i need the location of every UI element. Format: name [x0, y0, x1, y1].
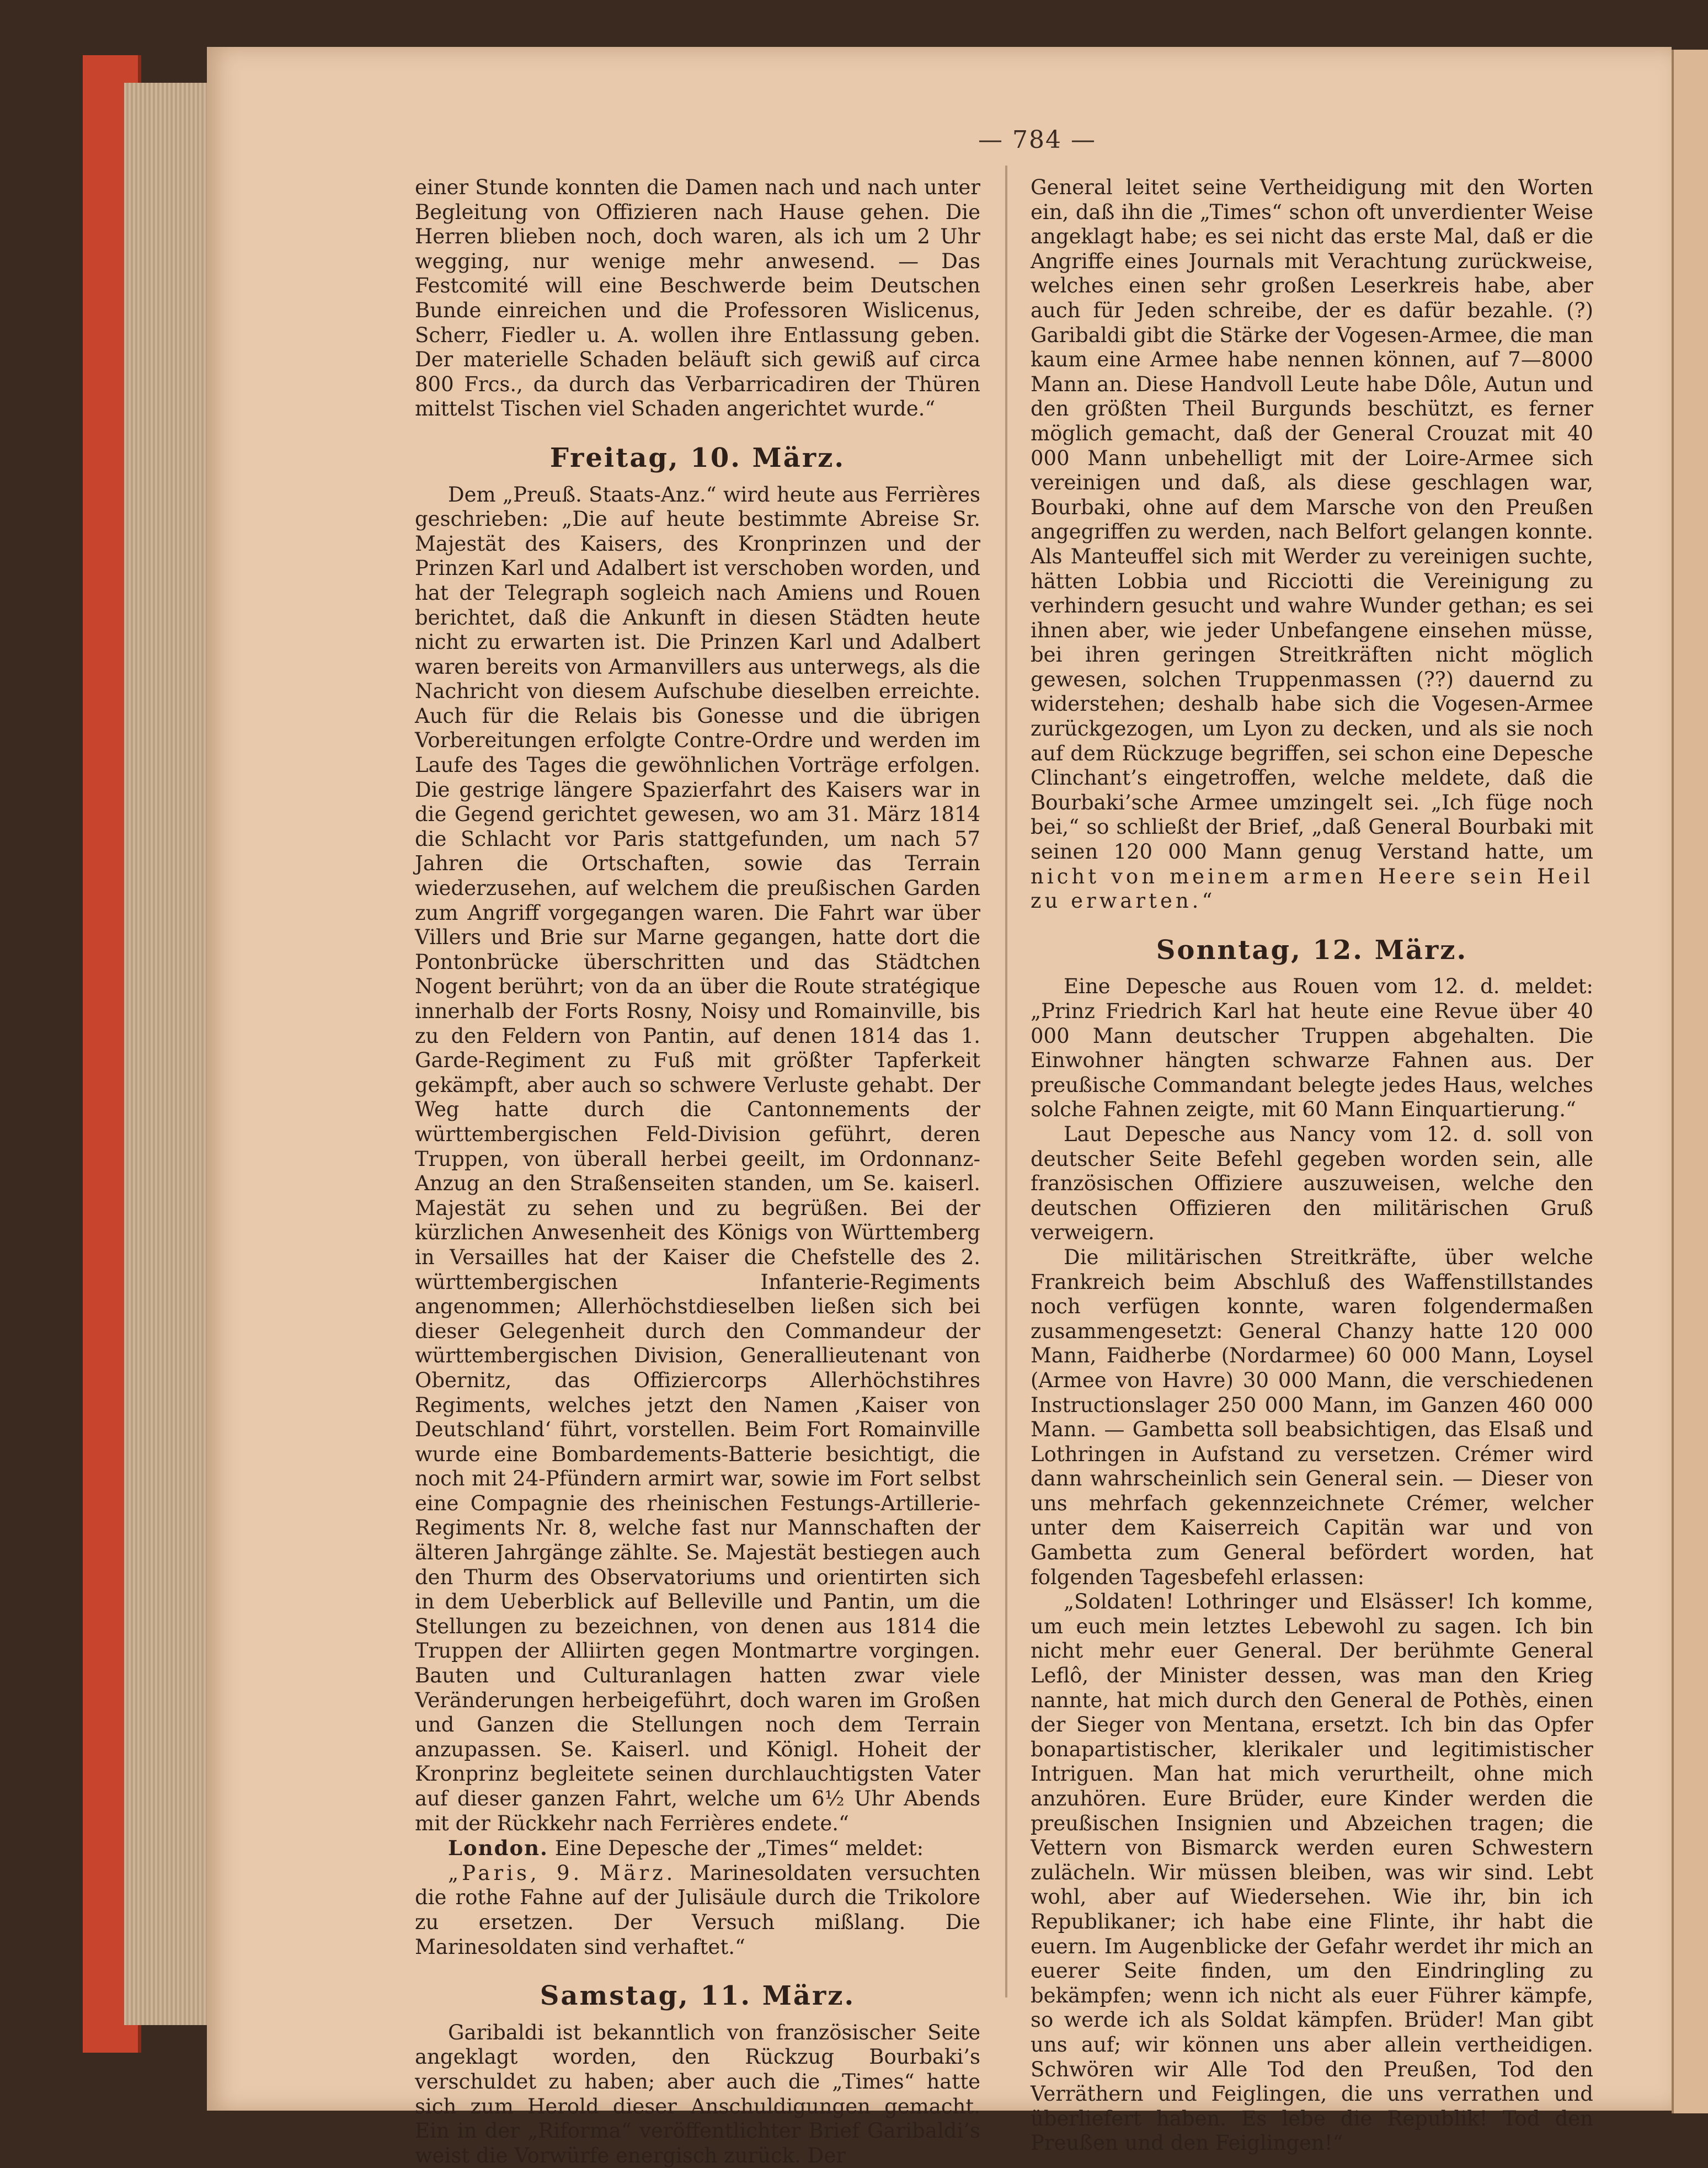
- paragraph: [1031, 175, 1593, 914]
- column-divider: [1005, 166, 1007, 1997]
- section-heading: Sonntag, 12. März.: [1156, 934, 1468, 966]
- paragraph: einer Stunde konnten die Damen nach und nach unter Begleitung von Offizieren nach Hause gehen. Die Herren blieben noch, doch waren, als ich um 2 Uhr wegging, nur wenige mehr anwesend. — Das Festcomité will eine Beschwerde beim Deutschen Bunde einreichen und die Professoren Wislicenus, Scherr, Fiedler u. A. wollen ihre Entlassung geben. Der materielle Schaden beläuft sich gewiß auf circa 800 Frcs., da durch das Verbarricadiren der Thüren mittelst Tischen viel Schaden angerichtet wurde.“: [415, 175, 980, 421]
- paragraph: Eine Depesche aus Rouen vom 12. d. meldet: „Prinz Friedrich Karl hat heute eine Revue über 40 000 Mann deutscher Truppen abgehalten. Die Einwohner hängten schwarze Fahnen aus. Der preußische Commandant belegte jedes Haus, welches solche Fahnen zeigte, mit 60 Mann Einquartierung.“: [1031, 974, 1593, 1122]
- dateline: London.: [448, 1836, 548, 1861]
- paragraph: Garibaldi ist bekanntlich von französischer Seite angeklagt worden, den Rückzug Bourbaki’s verschuldet zu haben; aber auch die „Times“ hatte sich zum Herold dieser Anschuldigungen gemacht. Ein in der „Riforma“ veröffentlichter Brief Garibaldi’s weist die Vorwürfe energisch zurück. Der: [415, 2020, 980, 2167]
- section-heading: Freitag, 10. März.: [549, 442, 846, 473]
- paragraph: Laut Depesche aus Nancy vom 12. d. soll von deutscher Seite Befehl gegeben worden sein, alle französischen Offiziere auszuweisen, welche den deutschen Offizieren den militärischen Gruß verweigern.: [1031, 1122, 1593, 1245]
- right-column: [1031, 175, 1593, 2156]
- closing-quote: “: [1202, 889, 1213, 913]
- paragraph-paris: [415, 1861, 980, 1959]
- left-column: [415, 175, 980, 2168]
- spaced-emphasis: nicht von meinem armen Heere sein Heil zu erwarten.: [1031, 864, 1593, 913]
- paragraph-text: Marinesoldaten versuchten die rothe Fahne auf der Julisäule durch die Trikolore zu ersetzen. Der Versuch mißlang. Die Marinesoldaten sind verhaftet.“: [415, 1861, 980, 1959]
- paragraph: Dem „Preuß. Staats-Anz.“ wird heute aus Ferrières geschrieben: „Die auf heute bestimmte Abreise Sr. Majestät des Kaisers, des Kronprinzen und der Prinzen Karl und Adalbert ist verschoben worden, und hat der Telegraph sogleich nach Amiens und Rouen berichtet, daß die Ankunft in diesen Städten heute nicht zu erwarten ist. Die Prinzen Karl und Adalbert waren bereits von Armanvillers aus unterwegs, als die Nachricht von diesem Aufschube dieselben erreichte. Auch für die Relais bis Gonesse und die übrigen Vorbereitungen erfolgte Contre-Ordre und werden im Laufe des Tages die gewöhnlichen Vorträge erfolgen. Die gestrige längere Spazierfahrt des Kaisers war in die Gegend gerichtet gewesen, wo am 31. März 1814 die Schlacht vor Paris stattgefunden, um nach 57 Jahren die Ortschaften, sowie das Terrain wiederzusehen, auf welchem die preußischen Garden zum Angriff vorgegangen waren. Die Fahrt war über Villers und Brie sur Marne gegangen, hatte dort die Pontonbrücke überschritten und das Städtchen Nogent berührt; von da an über die Route stratégique innerhalb der Forts Rosny, Noisy und Romainville, bis zu den Feldern von Pantin, auf denen 1814 das 1. Garde-Regiment zu Fuß mit größter Tapferkeit gekämpft, aber auch so schwere Verluste gehabt. Der Weg hatte durch die Cantonnements der württembergischen Feld-Division geführt, deren Truppen, von überall herbei geeilt, im Ordonnanz-Anzug an den Straßenseiten standen, um Se. kaiserl. Majestät zu sehen und zu begrüßen. Bei der kürzlichen Anwesenheit des Königs von Württemberg in Versailles hat der Kaiser die Chefstelle des 2. württembergischen Infanterie-Regiments angenommen; Allerhöchstdieselben ließen sich bei dieser Gelegenheit durch den Commandeur der württembergischen Division, Generallieutenant von Obernitz, das Offiziercorps Allerhöchstihres Regiments, welches jetzt den Namen ‚Kaiser von Deutschland‘ führt, vorstellen. Beim Fort Romainville wurde eine Bombardements-Batterie besichtigt, die noch mit 24-Pfündern armirt war, sowie im Fort selbst eine Compagnie des rheinischen Festungs-Artillerie-Regiments Nr. 8, welche fast nur Mannschaften der älteren Jahrgänge zählte. Se. Majestät bestiegen auch den Thurm des Observatoriums und orientirten sich in dem Ueberblick auf Belleville und Pantin, um die Stellungen zu bezeichnen, von denen aus 1814 die Truppen der Alliirten gegen Montmartre vorgingen. Bauten und Culturanlagen hatten zwar viele Veränderungen herbeigeführt, doch waren im Großen und Ganzen die Stellungen noch dem Terrain anzupassen. Se. Kaiserl. und Königl. Hoheit der Kronprinz begleitete seinen durchlauchtigsten Vater auf dieser ganzen Fahrt, welche um 6½ Uhr Abends mit der Rückkehr nach Ferrières endete.“: [415, 482, 980, 1835]
- paragraph-text: General leitet seine Vertheidigung mit den Worten ein, daß ihn die „Times“ schon oft unverdienter Weise angeklagt habe; es sei nicht das erste Mal, daß er die Angriffe eines Journals mit Verachtung zurückweise, welches einen sehr großen Leserkreis habe, aber auch für Jeden schreibe, der es dafür bezahle. (?) Garibaldi gibt die Stärke der Vogesen-Armee, die man kaum eine Armee habe nennen können, auf 7—8000 Mann an. Diese Handvoll Leute habe Dôle, Autun und den größten Theil Burgunds beschützt, es ferner möglich gemacht, daß der General Crouzat mit 40 000 Mann unbehelligt mit der Loire-Armee sich vereinigen und daß, als diese geschlagen war, Bourbaki, ohne auf dem Marsche von den Preußen angegriffen zu werden, nach Belfort gelangen konnte. Als Manteuffel sich mit Werder zu vereinigen suchte, hätten Lobbia und Ricciotti die Vereinigung zu verhindern gesucht und wahre Wunder gethan; es sei ihnen aber, wie jeder Unbefangene einsehen müsse, bei ihren geringen Streitkräften nicht möglich gewesen, solchen Truppenmassen (??) dauernd zu widerstehen; deshalb habe sich die Vogesen-Armee zurückgezogen, um Lyon zu decken, und als sie noch auf dem Rückzuge begriffen, sei schon eine Depesche Clinchant’s eingetroffen, welche meldete, daß die Bourbaki’sche Armee umzingelt sei. „Ich füge noch bei,“ so schließt der Brief, „daß General Bourbaki mit seinen 120 000 Mann genug Verstand hatte, um: [1031, 175, 1593, 864]
- section-heading: Samstag, 11. März.: [540, 1980, 856, 2012]
- quoted-order: „Soldaten! Lothringer und Elsässer! Ich komme, um euch mein letztes Lebewohl zu sagen. Ich bin nicht mehr euer General. Der berühmte General Leflô, der Minister dessen, was man den Krieg nannte, hat mich durch den General de Pothès, einen der Sieger von Mentana, ersetzt. Ich bin das Opfer bonapartistischer, klerikaler und legitimistischer Intriguen. Man hat mich verurtheilt, ohne mich anzuhören. Eure Brüder, eure Kinder werden die preußischen Insignien und Abzeichen tragen; die Vettern von Bismarck werden euren Schwestern zulächeln. Wir müssen bleiben, was wir sind. Lebt wohl, aber auf Wiedersehen. Wie ihr, bin ich Republikaner; ich habe eine Flinte, ihr habt die euern. Im Augenblicke der Gefahr werdet ihr mich an euerer Seite finden, um den Eindringling zu bekämpfen; wenn ich nicht als euer Führer kämpfe, so werde ich als Soldat kämpfen. Brüder! Man gibt uns auf; wir können uns aber allein vertheidigen. Schwören wir Alle Tod den Preußen, Tod den Verräthern und Feiglingen, die uns verrathen und überliefert haben. Es lebe die Republik! Tod den Preußen und den Feiglingen!“: [1031, 1590, 1593, 2155]
- paragraph-london: [415, 1836, 980, 1861]
- dateline: „Paris, 9. März.: [448, 1861, 676, 1885]
- facing-page-edge: [1672, 50, 1708, 2113]
- paragraph: Die militärischen Streitkräfte, über welche Frankreich beim Abschluß des Waffenstillstandes noch verfügen konnte, waren folgendermaßen zusammengesetzt: General Chanzy hatte 120 000 Mann, Faidherbe (Nordarmee) 60 000 Mann, Loysel (Armee von Havre) 30 000 Mann, die verschiedenen Instructionslager 250 000 Mann, im Ganzen 460 000 Mann. — Gambetta soll beabsichtigen, das Elsaß und Lothringen in Aufstand zu versetzen. Crémer wird dann wahrscheinlich sein General sein. — Dieser von uns mehrfach gekennzeichnete Crémer, welcher unter dem Kaiserreich Capitän war und von Gambetta zum General befördert worden, hat folgenden Tagesbefehl erlassen:: [1031, 1245, 1593, 1589]
- page-number: — 784 —: [978, 126, 1096, 154]
- page-number-value: 784: [1012, 126, 1062, 154]
- paragraph-text: Eine Depesche der „Times“ meldet:: [548, 1836, 924, 1861]
